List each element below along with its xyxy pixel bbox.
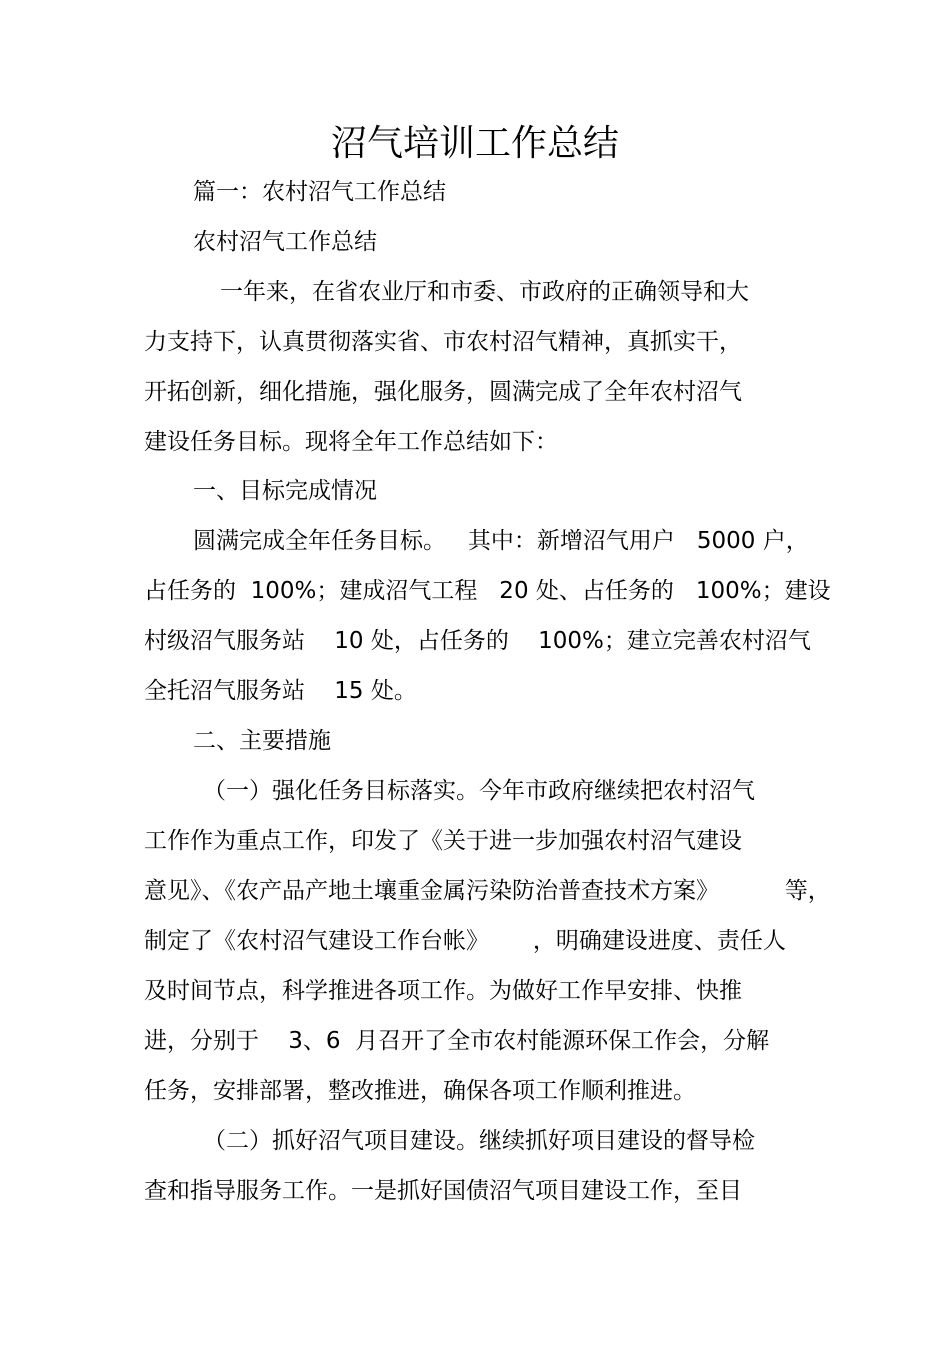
paragraph-line: 圆满完成全年任务目标。 其中：新增沼气用户 5000 户， [193,528,809,554]
paragraph-line: 占任务的 100%；建成沼气工程 20 处、占任务的 100%；建设 [144,578,831,604]
paragraph-line: 一年来，在省农业厅和市委、市政府的正确领导和大 [220,279,749,305]
document-title: 沼气培训工作总结 [330,123,619,164]
paragraph-line: 开拓创新，细化措施，强化服务，圆满完成了全年农村沼气 [144,379,742,405]
paragraph-line: 及时间节点，科学推进各项工作。为做好工作早安排、快推 [144,978,742,1004]
paragraph-line: （二）抓好沼气项目建设。继续抓好项目建设的督导检 [203,1128,755,1154]
section-heading: 二、主要措施 [193,728,331,754]
subheading: 农村沼气工作总结 [193,229,377,255]
section-heading: 一、目标完成情况 [193,478,377,504]
paragraph-line: 意见》、《农产品产地土壤重金属污染防治普查技术方案》 等， [144,878,831,904]
paragraph-line: 任务，安排部署，整改推进，确保各项工作顺利推进。 [144,1078,696,1104]
paragraph-line: 建设任务目标。现将全年工作总结如下： [144,429,558,455]
paragraph-line: （一）强化任务目标落实。今年市政府继续把农村沼气 [203,778,755,804]
paragraph-line: 制定了《农村沼气建设工作台帐》 ，明确建设进度、责任人 [144,928,786,954]
section-heading-part-one: 篇一：农村沼气工作总结 [193,179,446,205]
paragraph-line: 村级沼气服务站 10 处，占任务的 100%；建立完善农村沼气 [144,628,811,654]
paragraph-line: 力支持下，认真贯彻落实省、市农村沼气精神，真抓实干， [144,329,742,355]
paragraph-line: 工作作为重点工作，印发了《关于进一步加强农村沼气建设 [144,828,742,854]
paragraph-line: 查和指导服务工作。一是抓好国债沼气项目建设工作，至目 [144,1178,742,1204]
paragraph-line: 进，分别于 3、6 月召开了全市农村能源环保工作会，分解 [144,1028,770,1054]
paragraph-line: 全托沼气服务站 15 处。 [144,678,417,704]
